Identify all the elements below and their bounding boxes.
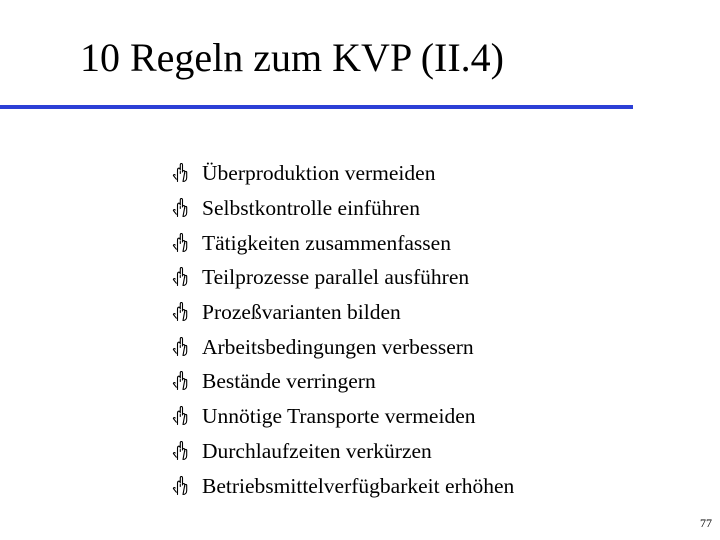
bullet-text: Überproduktion vermeiden (202, 161, 436, 186)
list-item (172, 329, 514, 364)
slide-title: 10 Regeln zum KVP (II.4) (80, 35, 504, 80)
bullet-text: Tätigkeiten zusammenfassen (202, 230, 451, 255)
bullet-text: Teilprozesse parallel ausführen (202, 265, 470, 290)
bullet-list (172, 156, 514, 503)
list-item (172, 260, 514, 295)
bullet-text: Bestände verringern (202, 369, 376, 394)
pointing-hand-icon (172, 302, 188, 322)
bullet-text: Selbstkontrolle einführen (202, 196, 420, 221)
bullet-text: Betriebsmittelverfügbarkeit erhöhen (202, 473, 515, 498)
pointing-hand-icon (172, 406, 188, 426)
list-item (172, 156, 514, 191)
list-item (172, 295, 514, 330)
list-item (172, 399, 514, 434)
list-item (172, 191, 514, 226)
list-item (172, 434, 514, 469)
bullet-text: Unnötige Transporte vermeiden (202, 404, 476, 429)
page-number: 77 (700, 516, 712, 530)
pointing-hand-icon (172, 233, 188, 253)
title-underline (0, 105, 633, 109)
pointing-hand-icon (172, 441, 188, 461)
pointing-hand-icon (172, 267, 188, 287)
list-item (172, 225, 514, 260)
bullet-text: Arbeitsbedingungen verbessern (202, 334, 474, 359)
pointing-hand-icon (172, 337, 188, 357)
list-item (172, 364, 514, 399)
pointing-hand-icon (172, 476, 188, 496)
pointing-hand-icon (172, 371, 188, 391)
bullet-text: Durchlaufzeiten verkürzen (202, 438, 432, 463)
pointing-hand-icon (172, 198, 188, 218)
list-item (172, 468, 514, 503)
pointing-hand-icon (172, 163, 188, 183)
bullet-text: Prozeßvarianten bilden (202, 300, 401, 325)
